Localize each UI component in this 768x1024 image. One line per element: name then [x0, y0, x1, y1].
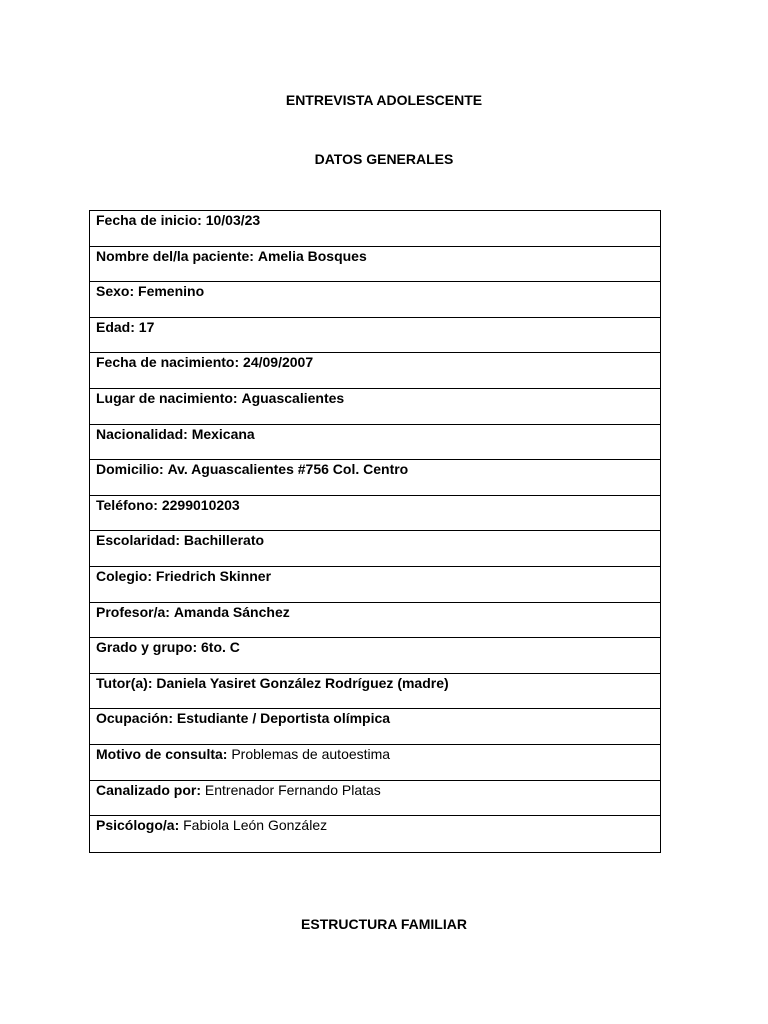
field-label: Colegio:: [96, 567, 152, 584]
field-row-occupation: [90, 709, 660, 745]
field-label: Fecha de inicio:: [96, 212, 202, 228]
section-heading-family-structure: ESTRUCTURA FAMILIAR: [301, 916, 467, 932]
field-label: Teléfono:: [96, 496, 158, 513]
field-label: Lugar de nacimiento:: [96, 389, 238, 406]
field-value: 6to. C: [201, 639, 240, 656]
field-label: Motivo de consulta:: [96, 745, 228, 762]
field-row-guardian: [90, 674, 660, 710]
field-value: 10/03/23: [205, 212, 261, 228]
field-row-address: [90, 460, 660, 496]
field-label: Fecha de nacimiento:: [96, 354, 240, 371]
field-row-start-date: [90, 211, 660, 247]
field-label: Grado y grupo:: [96, 639, 198, 656]
field-value: Amelia Bosques: [257, 247, 367, 264]
field-label: Sexo:: [96, 283, 135, 300]
field-label: Edad:: [96, 318, 135, 335]
field-row-psychologist: [90, 816, 660, 852]
field-label: Nombre del/la paciente:: [96, 247, 254, 264]
field-row-grade-group: [90, 638, 660, 674]
field-value: Bachillerato: [183, 532, 265, 549]
field-value: 2299010203: [161, 496, 240, 513]
field-label: Tutor(a):: [96, 674, 153, 691]
field-row-age: [90, 318, 660, 354]
field-label: Escolaridad:: [96, 532, 181, 549]
field-row-birth-date: [90, 353, 660, 389]
field-value: Amanda Sánchez: [173, 603, 290, 620]
field-row-phone: [90, 496, 660, 532]
section-heading-general-data: DATOS GENERALES: [314, 151, 454, 167]
field-value: Fabiola León González: [183, 817, 328, 834]
general-data-table: [89, 210, 661, 853]
field-value: Daniela Yasiret González Rodríguez (madre): [156, 674, 449, 691]
field-value: Mexicana: [191, 425, 255, 442]
field-value: Estudiante / Deportista olímpica: [176, 710, 391, 727]
field-label: Psicólogo/a:: [96, 817, 180, 834]
field-value: Av. Aguascalientes #756 Col. Centro: [167, 461, 409, 478]
field-value: Aguascalientes: [241, 389, 345, 406]
field-row-schooling: [90, 531, 660, 567]
field-row-consult-reason: [90, 745, 660, 781]
field-label: Domicilio:: [96, 461, 164, 478]
field-value: 24/09/2007: [243, 354, 314, 371]
field-value: Problemas de autoestima: [231, 745, 391, 762]
field-row-nationality: [90, 425, 660, 461]
field-row-patient-name: [90, 247, 660, 283]
field-value: Friedrich Skinner: [155, 567, 272, 584]
document-title: ENTREVISTA ADOLESCENTE: [285, 92, 483, 108]
field-value: Femenino: [138, 283, 205, 300]
field-row-birth-place: [90, 389, 660, 425]
field-value: 17: [138, 318, 155, 335]
field-row-school: [90, 567, 660, 603]
field-row-referred-by: [90, 781, 660, 817]
field-label: Canalizado por:: [96, 781, 202, 798]
field-label: Nacionalidad:: [96, 425, 188, 442]
field-label: Ocupación:: [96, 710, 174, 727]
field-value: Entrenador Fernando Platas: [204, 781, 381, 798]
field-row-sex: [90, 282, 660, 318]
field-row-teacher: [90, 603, 660, 639]
field-label: Profesor/a:: [96, 603, 170, 620]
